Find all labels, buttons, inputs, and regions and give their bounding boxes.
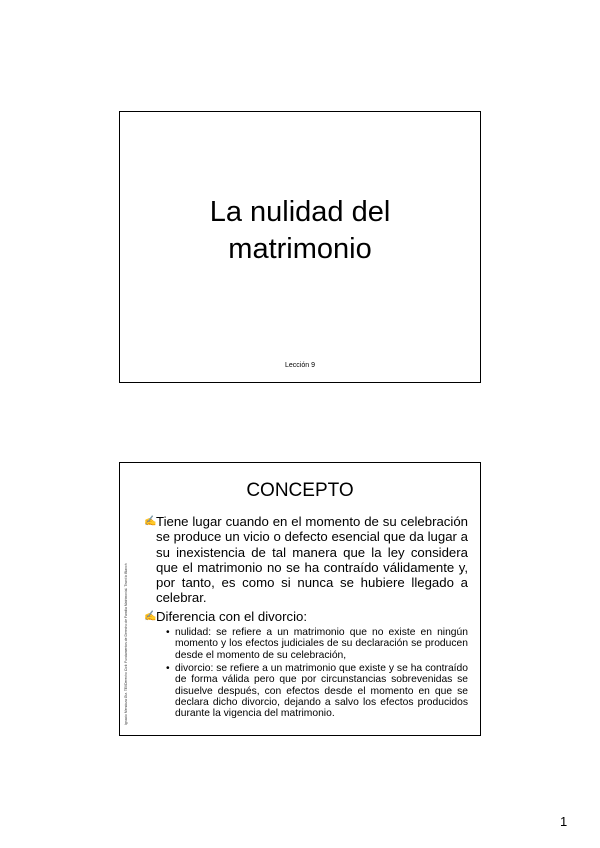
sub-bullet-nulidad xyxy=(166,627,468,661)
slide-title xyxy=(119,111,481,383)
page-number: 1 xyxy=(560,814,568,829)
bullet-dot-icon: • xyxy=(166,627,170,639)
bullet-dot-icon: • xyxy=(166,662,170,674)
bullet-text: Tiene lugar cuando en el momento de su celebración se produce un vicio o defecto esencial que da lugar a su inexistencia de tal manera que la ley considera que el matrimonio no se ha contraído válidamente y, por tanto, es como si nunca se hubiere llegado a celebrar. xyxy=(156,514,468,606)
sub-bullet-divorcio xyxy=(166,663,468,719)
bullet-difference xyxy=(144,609,468,624)
pen-hand-icon: ✍ xyxy=(144,610,157,622)
sub-bullet-list xyxy=(166,627,468,719)
sub-bullet-text: nulidad: se refiere a un matrimonio que no existe en ningún momento y los efectos judiciales de su declaración se producen desde el momento de su celebración, xyxy=(175,627,468,661)
slide-title-heading xyxy=(120,194,480,268)
bullet-text: Diferencia con el divorcio: xyxy=(156,608,307,624)
pen-hand-icon: ✍ xyxy=(144,516,157,527)
title-line-2: matrimonio xyxy=(228,233,372,265)
bullet-definition xyxy=(144,514,468,606)
side-credit-text: Ignacio Mendoza Gtz. TEI/Derecho Civil: Fundamentos de Derecho de Familia Matrimonial. Tirant lo Blanch xyxy=(124,563,128,725)
title-line-1: La nulidad del xyxy=(209,196,391,228)
slide-footer-lesson: Lección 9 xyxy=(285,362,315,369)
slide-concepto-heading: CONCEPTO xyxy=(246,480,354,501)
slide-body xyxy=(144,514,468,721)
sub-bullet-text: divorcio: se refiere a un matrimonio que existe y se ha contraído de forma válida pero que por circunstancias sobrevenidas se disuelve después, con efectos desde el momento en que se declara dicho divorcio, dejando a salvo los efectos producidos durante la vigencia del matrimonio. xyxy=(175,662,468,720)
slide-concepto xyxy=(119,462,481,736)
